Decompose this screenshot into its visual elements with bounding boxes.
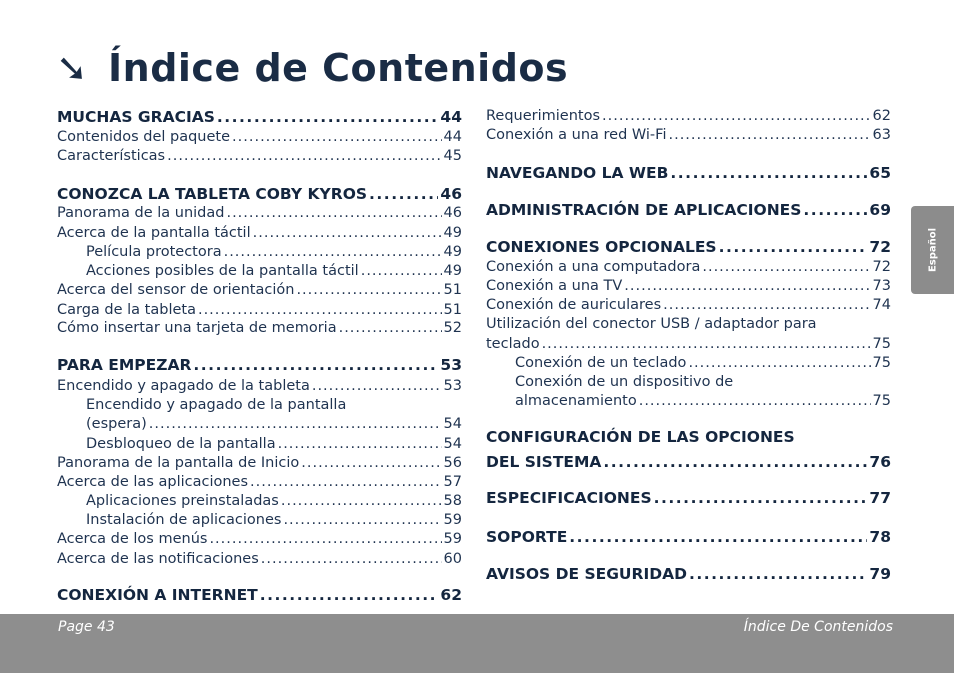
toc-entry[interactable] — [57, 205, 462, 221]
dot-leader — [369, 185, 438, 203]
toc-entry-title: Conexión a una red Wi-Fi — [486, 127, 667, 143]
toc-page-number: 54 — [443, 416, 462, 432]
page-number: Page 43 — [58, 619, 115, 635]
dot-leader — [167, 148, 441, 164]
footer-bar — [0, 614, 954, 673]
toc-entry-title: Conexión de un teclado — [515, 355, 687, 371]
toc-entry-title: SOPORTE — [486, 528, 568, 546]
toc-page-number: 76 — [869, 453, 891, 471]
toc-entry-title: Película protectora — [86, 244, 222, 260]
toc-entry-title: Cómo insertar una tarjeta de memoria — [57, 320, 337, 336]
dot-leader — [209, 531, 441, 547]
dot-leader — [670, 164, 867, 182]
toc-entry[interactable] — [486, 127, 891, 143]
dot-leader — [688, 355, 870, 371]
toc-page-number: 72 — [872, 259, 891, 275]
dot-leader — [261, 551, 442, 567]
toc-page-number: 62 — [440, 586, 462, 604]
dot-leader — [624, 278, 870, 294]
toc-entry-title: Aplicaciones preinstaladas — [86, 493, 279, 509]
toc-entry-title: CONOZCA LA TABLETA COBY KYROS — [57, 185, 368, 203]
toc-entry-title: (espera) — [86, 416, 147, 432]
toc-page-number: 69 — [869, 201, 891, 219]
dot-leader — [312, 378, 442, 394]
toc-page-number: 59 — [443, 531, 462, 547]
toc-heading[interactable] — [486, 164, 891, 182]
toc-entry-title: CONEXIONES OPCIONALES — [486, 238, 717, 256]
toc-entry[interactable] — [57, 129, 462, 145]
toc-page-number: 60 — [443, 551, 462, 567]
toc-page-number: 54 — [443, 436, 462, 452]
page-title-text: Índice de Contenidos — [108, 46, 569, 90]
dot-leader — [639, 393, 871, 409]
toc-entry[interactable] — [486, 278, 891, 294]
toc-page-number: 46 — [443, 205, 462, 221]
toc-entry[interactable] — [57, 320, 462, 336]
dot-leader — [668, 127, 870, 143]
toc-entry-title: Características — [57, 148, 166, 164]
dot-leader — [361, 263, 442, 279]
toc-entry-title: NAVEGANDO LA WEB — [486, 164, 669, 182]
toc-entry-title: Requerimientos — [486, 108, 601, 124]
toc-heading[interactable] — [486, 201, 891, 219]
dot-leader — [226, 205, 441, 221]
toc-page-number: 77 — [869, 489, 891, 507]
toc-entry[interactable] — [86, 436, 462, 452]
dot-leader — [253, 225, 442, 241]
toc-entry[interactable] — [57, 455, 462, 471]
toc-entry-title: ADMINISTRACIÓN DE APLICACIONES — [486, 201, 802, 219]
dot-leader — [602, 108, 871, 124]
dot-leader — [283, 512, 441, 528]
toc-page-number: 75 — [872, 393, 891, 409]
toc-entry[interactable] — [57, 225, 462, 241]
toc-heading[interactable] — [486, 453, 891, 471]
toc-page-number: 52 — [443, 320, 462, 336]
dot-leader — [654, 489, 868, 507]
dot-leader — [217, 108, 439, 126]
toc-page-number: 51 — [443, 302, 462, 318]
toc-page-number: 75 — [872, 355, 891, 371]
toc-page-number: 51 — [443, 282, 462, 298]
toc-entry: Encendido y apagado de la pantalla — [86, 397, 347, 413]
toc-entry[interactable] — [86, 493, 462, 509]
toc-entry-title: Acerca de las notificaciones — [57, 551, 259, 567]
toc-page-number: 46 — [440, 185, 462, 203]
toc-entry[interactable] — [86, 512, 462, 528]
dot-leader — [232, 129, 442, 145]
toc-page-number: 72 — [869, 238, 891, 256]
toc-entry[interactable] — [57, 282, 462, 298]
dot-leader — [193, 356, 438, 374]
toc-heading[interactable] — [486, 565, 891, 583]
toc-entry-title: Encendido y apagado de la tableta — [57, 378, 310, 394]
toc-page-number: 57 — [443, 474, 462, 490]
toc-heading[interactable] — [57, 185, 462, 203]
toc-entry-title: Acerca del sensor de orientación — [57, 282, 295, 298]
toc-entry[interactable] — [57, 302, 462, 318]
toc-entry[interactable] — [515, 355, 891, 371]
toc-entry-title: Acciones posibles de la pantalla táctil — [86, 263, 359, 279]
dot-leader — [224, 244, 442, 260]
toc-page-number: 59 — [443, 512, 462, 528]
toc-page-number: 49 — [443, 225, 462, 241]
dot-leader — [281, 493, 442, 509]
toc-entry-title: AVISOS DE SEGURIDAD — [486, 565, 687, 583]
toc-entry: Conexión de un dispositivo de — [515, 374, 734, 390]
toc-entry-title: Conexión a una TV — [486, 278, 623, 294]
page-title — [56, 46, 568, 90]
dot-leader — [719, 238, 868, 256]
dot-leader — [339, 320, 442, 336]
dot-leader — [198, 302, 442, 318]
toc-entry-title: CONEXIÓN A INTERNET — [57, 586, 258, 604]
toc-entry-title: Instalación de aplicaciones — [86, 512, 282, 528]
toc-heading[interactable] — [57, 356, 462, 374]
toc-entry-title: Panorama de la unidad — [57, 205, 225, 221]
dot-leader — [260, 586, 439, 604]
down-right-arrow-icon: ➘ — [56, 46, 89, 90]
toc-entry[interactable] — [515, 393, 891, 409]
toc-entry-title: Acerca de los menús — [57, 531, 208, 547]
dot-leader — [149, 416, 442, 432]
toc-page-number: 49 — [443, 244, 462, 260]
toc-page-number: 79 — [869, 565, 891, 583]
toc-page-number: 62 — [872, 108, 891, 124]
dot-leader — [803, 201, 867, 219]
dot-leader — [542, 336, 871, 352]
toc-entry[interactable] — [486, 259, 891, 275]
footer-section-title: Índice De Contenidos — [743, 619, 893, 635]
toc-entry-title: DEL SISTEMA — [486, 453, 602, 471]
toc-entry-title: Acerca de las aplicaciones — [57, 474, 249, 490]
toc-page-number: 53 — [440, 356, 462, 374]
toc-entry: CONFIGURACIÓN DE LAS OPCIONES — [486, 428, 795, 446]
toc-page-number: 49 — [443, 263, 462, 279]
toc-page-number: 44 — [443, 129, 462, 145]
toc-entry[interactable] — [486, 336, 891, 352]
dot-leader — [663, 297, 870, 313]
toc-entry-title: PARA EMPEZAR — [57, 356, 192, 374]
toc-page-number: 58 — [443, 493, 462, 509]
toc-page-number: 75 — [872, 336, 891, 352]
toc-entry-title: Panorama de la pantalla de Inicio — [57, 455, 300, 471]
toc-entry[interactable] — [86, 263, 462, 279]
dot-leader — [569, 528, 867, 546]
toc-entry-title: almacenamiento — [515, 393, 637, 409]
toc-page-number: 63 — [872, 127, 891, 143]
language-tab — [911, 206, 954, 294]
toc-entry-title: MUCHAS GRACIAS — [57, 108, 215, 126]
toc-page-number: 65 — [869, 164, 891, 182]
toc-entry[interactable] — [86, 416, 462, 432]
toc-heading[interactable] — [486, 238, 891, 256]
toc-entry-title: ESPECIFICACIONES — [486, 489, 652, 507]
toc-entry-title: Conexión de auriculares — [486, 297, 662, 313]
toc-entry[interactable] — [486, 108, 891, 124]
toc-entry-title: Acerca de la pantalla táctil — [57, 225, 251, 241]
toc-heading[interactable] — [57, 586, 462, 604]
toc-entry[interactable] — [57, 378, 462, 394]
toc-page-number: 53 — [443, 378, 462, 394]
toc-page-number: 44 — [440, 108, 462, 126]
toc-entry-title: Conexión a una computadora — [486, 259, 701, 275]
toc-entry[interactable] — [86, 244, 462, 260]
toc-heading[interactable] — [57, 108, 462, 126]
toc-entry-title: Carga de la tableta — [57, 302, 196, 318]
dot-leader — [702, 259, 870, 275]
language-tab-label: Español — [927, 227, 938, 273]
toc-page-number: 74 — [872, 297, 891, 313]
toc-entry-title: teclado — [486, 336, 540, 352]
toc-page-number: 78 — [869, 528, 891, 546]
toc-heading[interactable] — [486, 489, 891, 507]
toc-entry: Utilización del conector USB / adaptador para — [486, 316, 817, 332]
dot-leader — [301, 455, 441, 471]
toc-page-number: 56 — [443, 455, 462, 471]
toc-page-number: 45 — [443, 148, 462, 164]
toc-entry[interactable] — [57, 148, 462, 164]
toc-entry-title: Contenidos del paquete — [57, 129, 231, 145]
dot-leader — [296, 282, 441, 298]
toc-entry[interactable] — [57, 551, 462, 567]
toc-entry[interactable] — [57, 531, 462, 547]
toc-page-number: 73 — [872, 278, 891, 294]
dot-leader — [689, 565, 867, 583]
dot-leader — [250, 474, 442, 490]
dot-leader — [603, 453, 867, 471]
dot-leader — [278, 436, 442, 452]
toc-entry[interactable] — [486, 297, 891, 313]
toc-entry[interactable] — [57, 474, 462, 490]
toc-entry-title: Desbloqueo de la pantalla — [86, 436, 276, 452]
toc-heading[interactable] — [486, 528, 891, 546]
